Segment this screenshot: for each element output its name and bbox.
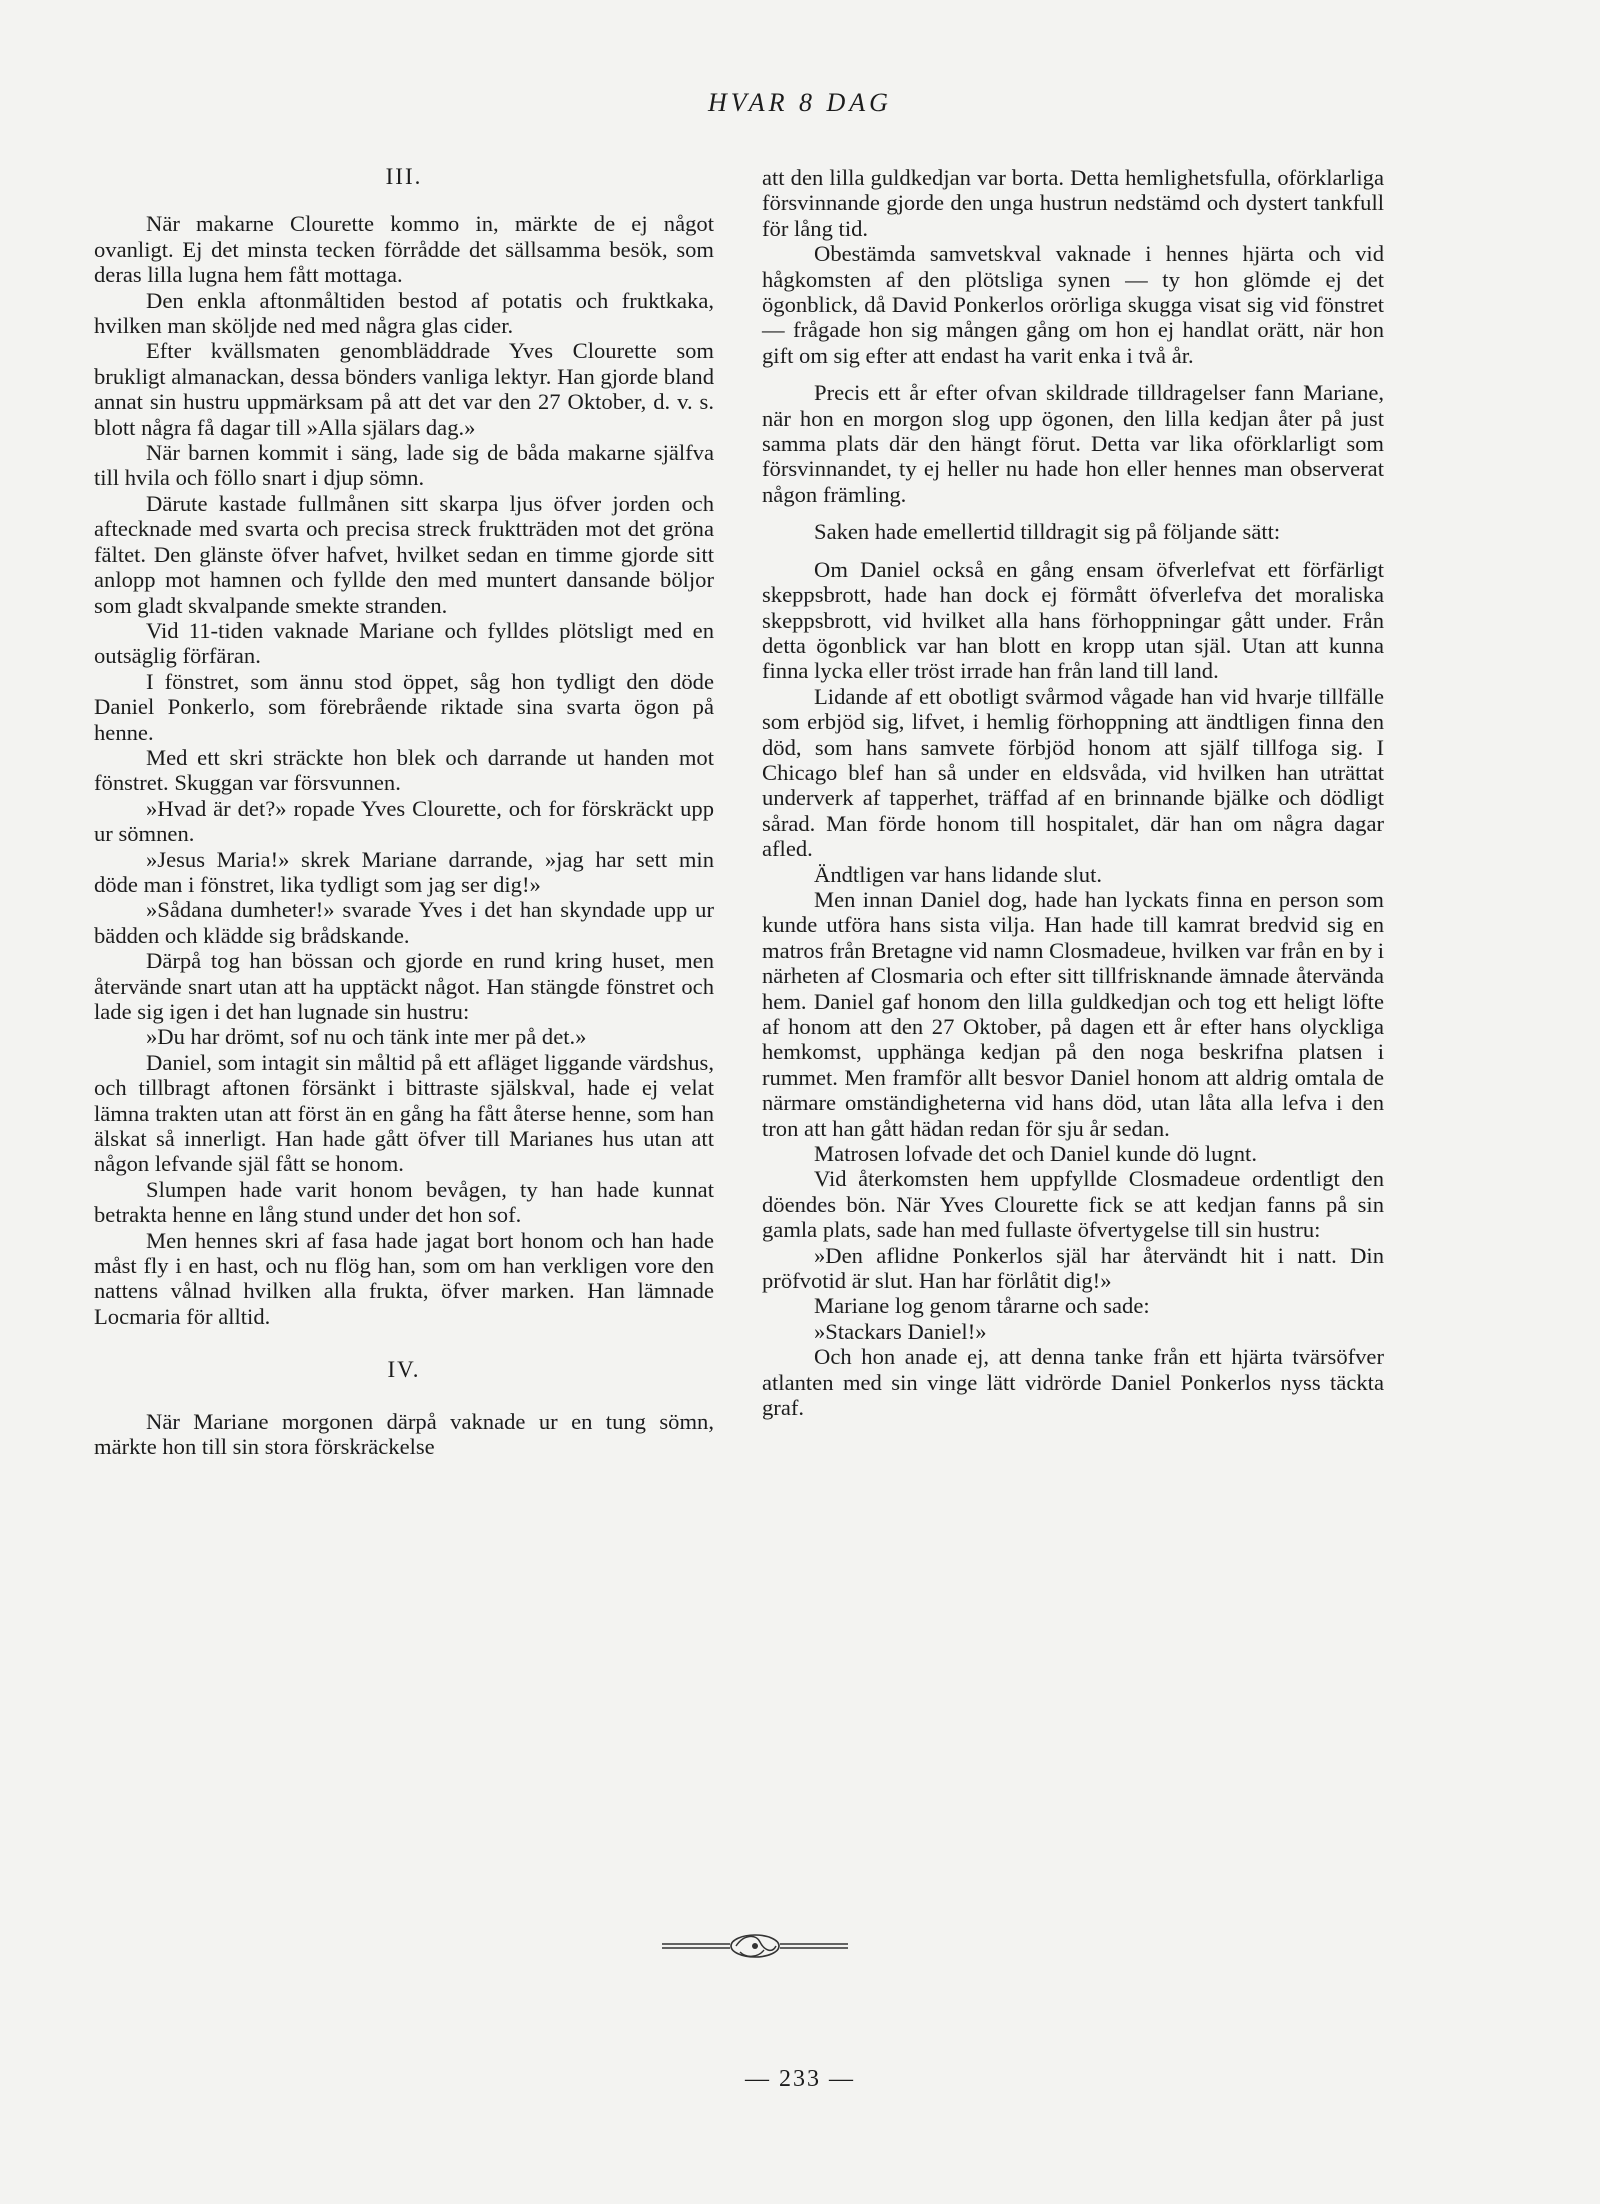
paragraph: Vid 11-tiden vaknade Mariane och fylldes plötsligt med en outsäglig förfäran. xyxy=(94,617,714,669)
left-column xyxy=(94,164,714,1460)
paragraph: Daniel, som intagit sin måltid på ett afläget liggande värdshus, och tillbragt aftonen försänkt i bittraste själskval, hade ej velat lämna trakten utan att först än en gång ha fått återse henne, som han älskat så innerligt. Han hade gått öfver till Marianes hus utan att någon lefvande själ fått se honom. xyxy=(94,1049,714,1177)
paragraph: Den enkla aftonmåltiden bestod af potatis och fruktkaka, hvilken man sköljde ned med några glas cider. xyxy=(94,287,714,339)
paragraph: När makarne Clourette kommo in, märkte de ej något ovanligt. Ej det minsta tecken förrådde det sällsamma besök, som deras lilla lugna hem fått mottaga. xyxy=(94,211,714,288)
paragraph: att den lilla guldkedjan var borta. Detta hemlighetsfulla, oförklarliga försvinnande gjorde den unga hustrun nedstämd och dystert tankfull för lång tid. xyxy=(762,165,1384,241)
decorative-ornament-icon xyxy=(660,1928,850,1964)
paragraph: I fönstret, som ännu stod öppet, såg hon tydligt den döde Daniel Ponkerlo, som förebrående riktade sina svarta ögon på henne. xyxy=(94,668,714,745)
paragraph: »Hvad är det?» ropade Yves Clourette, och for förskräckt upp ur sömnen. xyxy=(94,795,714,847)
paragraph: Matrosen lofvade det och Daniel kunde dö lugnt. xyxy=(814,1141,1257,1167)
paragraph: Om Daniel också en gång ensam öfverlefvat ett förfärligt skeppsbrott, hade han dock ej förmått öfverlefva det moraliska skeppsbrott, vid hvilket alla hans förhoppningar gått under. Från detta ögonblick var han blott en kropp utan själ. Utan att kunna finna lycka eller tröst irrade han från land till land. xyxy=(762,556,1384,684)
paragraph: Obestämda samvetskval vaknade i hennes hjärta och vid hågkomsten af den plötsliga synen — ty hon glömde ej det ögonblick, då David Ponkerlos orörliga skugga visat sig vid fönstret — frågade hon sig mången gång om hon ej handlat orätt, när hon gift om sig efter att endast ha varit enka i två år. xyxy=(762,241,1384,368)
paragraph: Precis ett år efter ofvan skildrade tilldragelser fann Mariane, när hon en morgon slog upp ögonen, den lilla kedjan åter på just samma plats där den hängt förut. Detta var lika oförklarligt som försvinnandet, ty ej heller nu hade hon eller hennes man observerat någon främling. xyxy=(762,380,1384,507)
paragraph: »Stackars Daniel!» xyxy=(814,1318,987,1344)
paragraph: När Mariane morgonen därpå vaknade ur en tung sömn, märkte hon till sin stora förskräckelse xyxy=(94,1408,714,1460)
paragraph: När barnen kommit i säng, lade sig de båda makarne själfva till hvila och föllo snart i djup sömn. xyxy=(94,440,714,491)
running-title: HVAR 8 DAG xyxy=(708,88,892,117)
paragraph: »Sådana dumheter!» svarade Yves i det han skyndade upp ur bädden och klädde sig brådskande. xyxy=(94,897,714,948)
paragraph: »Den aflidne Ponkerlos själ har återvändt hit i natt. Din pröfvotid är slut. Han har förlåtit dig!» xyxy=(762,1242,1384,1294)
paragraph: »Du har drömt, sof nu och tänk inte mer på det.» xyxy=(146,1024,587,1050)
paragraph: Men innan Daniel dog, hade han lyckats finna en person som kunde utföra hans sista vilja. Han hade till kamrat bredvid sig en matros från Bretagne vid namn Closmadeue, hvilken var från en by i närheten af Closmaria och efter sitt tillfrisknande ämnade återvända hem. Daniel gaf honom den lilla guldkedjan och tog ett heligt löfte af honom att den 27 Oktober, på dagen ett år efter hans olyckliga hemkomst, upphänga kedjan på den noga beskrifna platsen i rummet. Men framför allt besvor Daniel honom att aldrig omtala de närmare omständigheterna vid hans död, utan låta alla lefva i den tron att han gått hädan redan för sju år sedan. xyxy=(762,886,1384,1141)
paragraph: Därpå tog han bössan och gjorde en rund kring huset, men återvände snart utan att ha upptäckt något. Han stängde fönstret och lade sig igen i det han lugnade sin hustru: xyxy=(94,948,714,1024)
page-number: — 233 — xyxy=(745,2066,855,2092)
paragraph: Slumpen hade varit honom bevågen, ty han hade kunnat betrakta henne en lång stund under det hon sof. xyxy=(94,1176,714,1228)
paragraph: »Jesus Maria!» skrek Mariane darrande, »jag har sett min döde man i fönstret, lika tydligt som jag ser dig!» xyxy=(94,846,714,897)
paragraph: Och hon anade ej, att denna tanke från ett hjärta tvärsöfver atlanten med sin vinge lätt vidrörde Daniel Ponkerlos nyss täckta graf. xyxy=(762,1344,1384,1421)
paragraph: Mariane log genom tårarne och sade: xyxy=(814,1293,1150,1319)
right-column xyxy=(762,165,1384,1421)
paragraph: Efter kvällsmaten genombläddrade Yves Clourette som brukligt almanackan, dessa bönders vanliga lektyr. Han gjorde bland annat sin hustru uppmärksam på att det var den 27 Oktober, d. v. s. blott några få dagar till »Alla själars dag.» xyxy=(94,338,714,440)
paragraph: Därute kastade fullmånen sitt skarpa ljus öfver jorden och aftecknade med svarta och precisa streck fruktträden mot det gröna fältet. Den glänste öfver hafvet, hvilket sedan en timme gjorde sitt anlopp mot hamnen och fyllde den med muntert dansande böljor som gladt skvalpande smekte stranden. xyxy=(94,490,714,618)
section-heading-iv: IV. xyxy=(387,1357,421,1383)
paragraph: Ändtligen var hans lidande slut. xyxy=(814,861,1103,887)
paragraph: Men hennes skri af fasa hade jagat bort honom och han hade måst fly i en hast, och nu flög han, som om han verkligen vore den nattens vålnad hvilken alla frukta, öfver marken. Han lämnade Locmaria för alltid. xyxy=(94,1227,714,1329)
section-heading-iii: III. xyxy=(385,164,423,189)
paragraph: Saken hade emellertid tilldragit sig på följande sätt: xyxy=(814,519,1281,545)
paragraph: Vid återkomsten hem uppfyllde Closmadeue ordentligt den döendes bön. När Yves Clourette fick se att kedjan fanns på sin gamla plats, sade han med fullaste öfvertygelse till sin hustru: xyxy=(762,1166,1384,1243)
paragraph: Med ett skri sträckte hon blek och darrande ut handen mot fönstret. Skuggan var försvunnen. xyxy=(94,744,714,796)
paragraph: Lidande af ett obotligt svårmod vågade han vid hvarje tillfälle som erbjöd sig, lifvet, i hemlig förhoppning att ändtligen finna den död, som hans samvete förbjöd honom att själf tillfoga sig. I Chicago blef han så under en eldsvåda, vid hvilken han uträttat underverk af tapperhet, träffad af en brinnande bjälke och dödligt sårad. Man förde honom till hospitalet, där han om några dagar afled. xyxy=(762,683,1384,862)
